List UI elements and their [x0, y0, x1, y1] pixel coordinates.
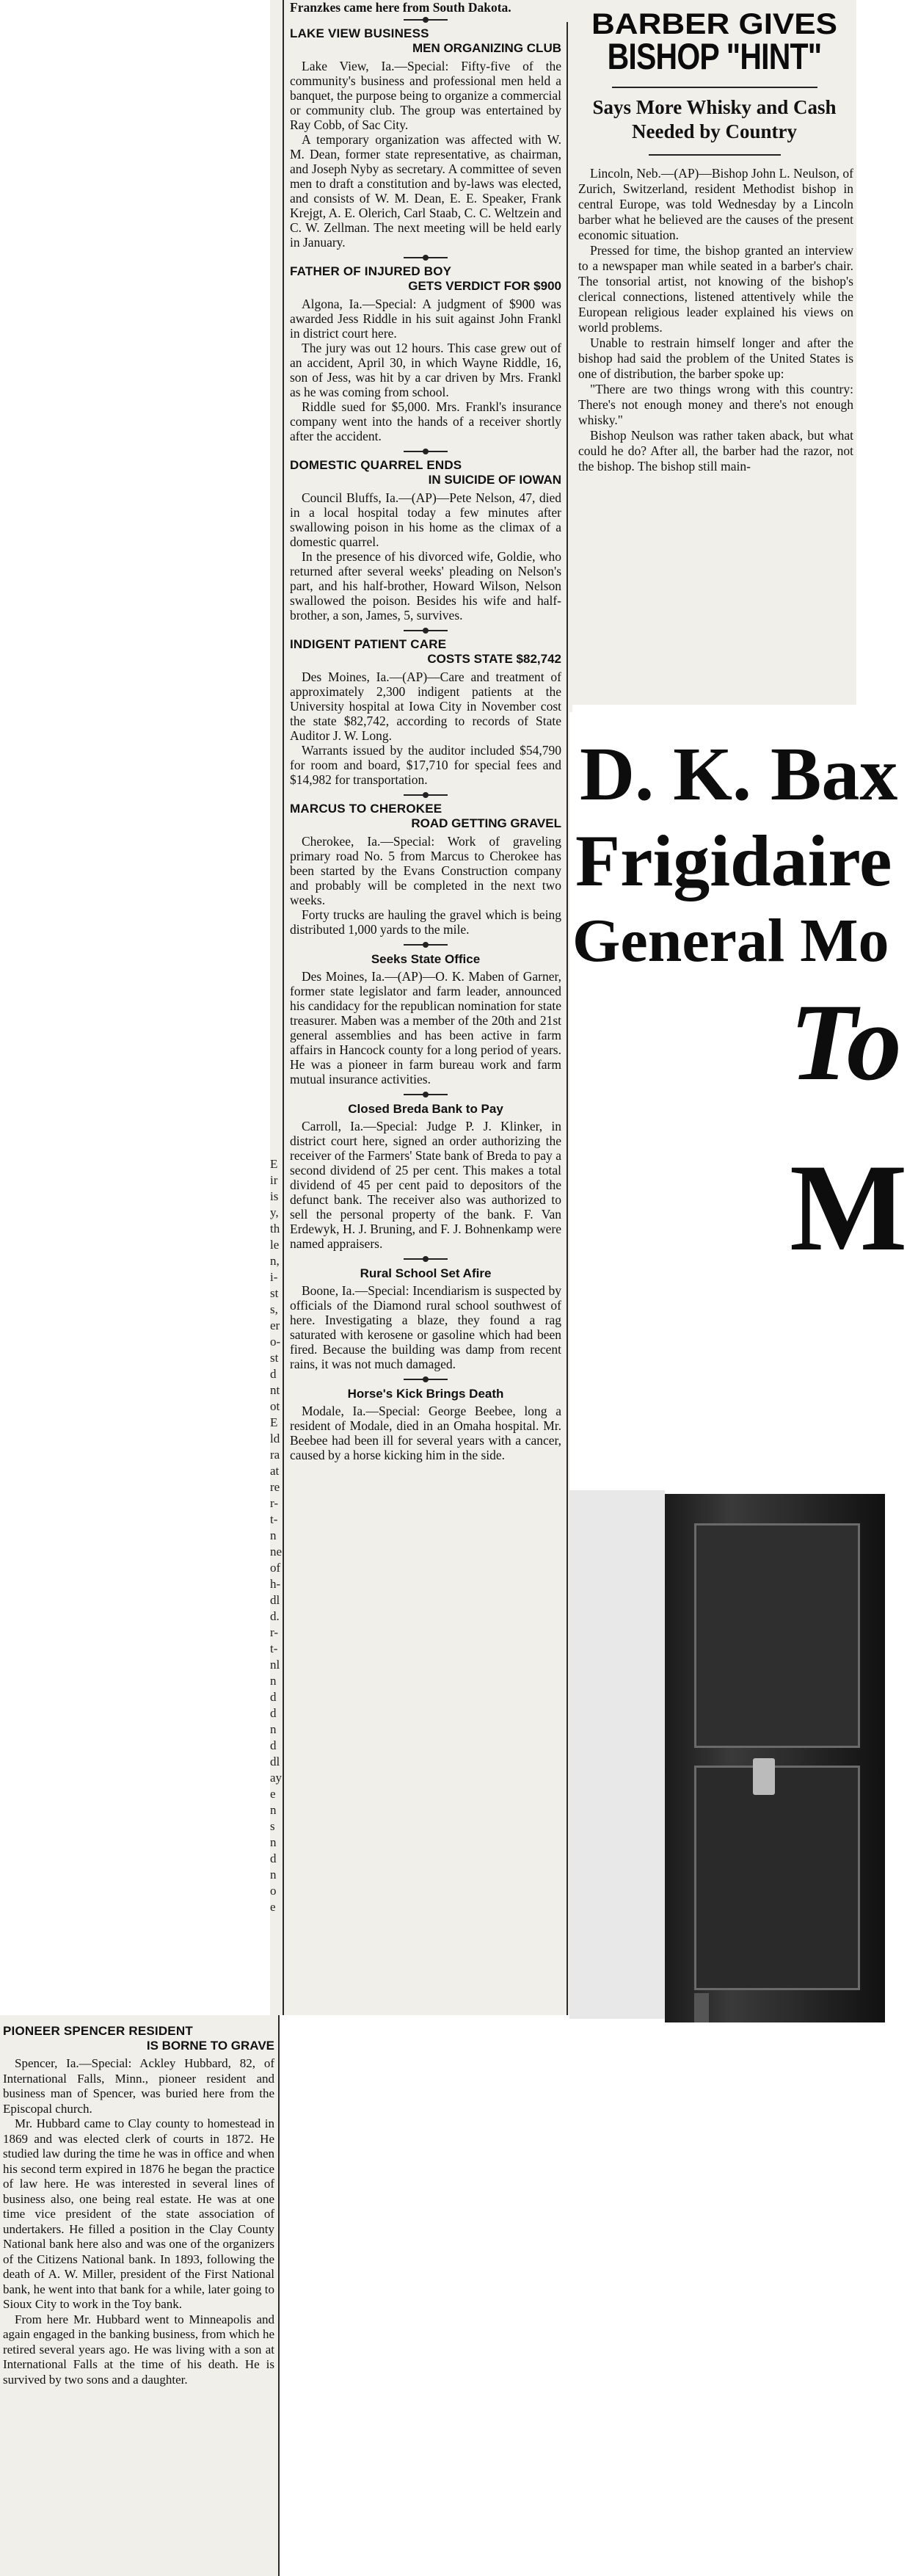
article-paragraph: Algona, Ia.—Special: A judgment of $900 was awarded Jess Riddle in his suit against John Frankl in district court here.	[290, 297, 561, 341]
article-paragraph: In the presence of his divorced wife, Goldie, who returned after several weeks' pleading on Nelson's part, and his half-brother, Howard Wilson, Nelson swallowed the poison. Besides his wife and half-brother, a son, James, 5, survives.	[290, 549, 561, 623]
article-divider	[404, 794, 448, 796]
margin-fragment: h-	[270, 1577, 281, 1591]
news-article	[290, 1101, 561, 1251]
margin-fragment: er	[270, 1318, 280, 1332]
news-article	[290, 1266, 561, 1371]
margin-fragment: th	[270, 1222, 280, 1236]
margin-fragment: r-	[270, 1625, 278, 1639]
story-headline-top-cut: BARBER GIVES	[591, 7, 837, 40]
margin-fragment: ne	[270, 1545, 283, 1559]
margin-fragment: d.	[270, 1609, 280, 1623]
ad-line-3: General Mo	[572, 907, 889, 975]
article-headline-line-1: MARCUS TO CHEROKEE	[290, 802, 442, 816]
article-divider	[404, 630, 448, 631]
article-divider	[404, 19, 448, 21]
story-paragraph: "There are two things wrong with this country: There's not enough money and there's not enough whisky."	[578, 382, 853, 427]
ad-line-4: To	[790, 982, 902, 1103]
margin-fragment: n	[270, 1868, 277, 1882]
story-deck: Says More Whisky and Cash Needed by Country	[592, 96, 837, 142]
cabinet-handle	[753, 1758, 775, 1795]
article-divider	[404, 1379, 448, 1380]
margin-fragment: E	[270, 1157, 278, 1171]
story-body	[572, 166, 856, 474]
article-headline-line-1: INDIGENT PATIENT CARE	[290, 637, 447, 651]
article-headline: Rural School Set Afire	[360, 1266, 492, 1280]
news-article	[290, 264, 561, 443]
article-headline-line-2: IS BORNE TO GRAVE	[146, 2039, 274, 2053]
margin-fragment: dl	[270, 1593, 280, 1607]
margin-fragment: e	[270, 1900, 276, 1914]
article-divider	[404, 1258, 448, 1260]
article-headline: Horse's Kick Brings Death	[347, 1387, 504, 1401]
margin-fragment: ot	[270, 1399, 280, 1413]
article-headline-line-1: PIONEER SPENCER RESIDENT	[3, 2024, 193, 2038]
margin-fragment: ra	[270, 1448, 280, 1462]
news-article	[290, 26, 561, 250]
center-news-column	[290, 0, 561, 1470]
margin-fragment: n,	[270, 1254, 280, 1268]
bottom-left-article	[3, 2024, 274, 2387]
margin-fragment: t-	[270, 1641, 278, 1655]
article-paragraph: Modale, Ia.—Special: George Beebee, long a resident of Modale, died in an Omaha hospital. Mr. Beebee had been ill for several years with a cancer, caused by a horse kicking him in the side.	[290, 1404, 561, 1462]
ad-line-5: M	[790, 1139, 907, 1277]
article-paragraph: Lake View, Ia.—Special: Fifty-five of the community's business and professional men held a banquet, the purpose being to organize a commercial or community club. The group was entertained by Ray Cobb, of Sac City.	[290, 59, 561, 132]
margin-fragment: s	[270, 1819, 275, 1833]
margin-fragment: t-	[270, 1512, 278, 1526]
margin-fragment: e	[270, 1787, 276, 1801]
margin-fragment: st	[270, 1351, 279, 1365]
article-headline: Closed Breda Bank to Pay	[348, 1102, 503, 1116]
article-paragraph: From here Mr. Hubbard went to Minneapolis and again engaged in the banking business, from which he retired several years ago. He was living with a son at International Falls at the time of his death. He is survived by two sons and a daughter.	[3, 2312, 274, 2387]
margin-fragment: ir	[270, 1173, 278, 1187]
news-article	[290, 802, 561, 937]
article-paragraph: Des Moines, Ia.—(AP)—O. K. Maben of Garner, former state legislator and farm leader, announced his candidacy for the republican nomination for state treasurer. Maben was a member of the 20th and 21st general assemblies and has been active in farm affairs in Hancock county for a long period of years. He was a pioneer in farm bureau work and farm mutual insurance activities.	[290, 969, 561, 1086]
margin-fragment: n	[270, 1674, 277, 1688]
margin-fragment: st	[270, 1286, 279, 1300]
news-article	[290, 1386, 561, 1462]
article-headline-line-2: MEN ORGANIZING CLUB	[412, 41, 561, 55]
margin-fragment: d	[270, 1851, 277, 1865]
cabinet-door-top	[694, 1523, 860, 1748]
ad-backdrop	[569, 1490, 665, 2019]
article-divider	[404, 451, 448, 452]
margin-fragment: at	[270, 1464, 280, 1478]
article-paragraph: Warrants issued by the auditor included $54,790 for room and board, $17,710 for special fees and $14,982 for transportation.	[290, 743, 561, 787]
column-rule-left	[283, 0, 284, 2015]
article-headline-line-1: DOMESTIC QUARREL ENDS	[290, 458, 462, 472]
story-paragraph: Unable to restrain himself longer and after the bishop had said the problem of the United States is one of distribution, the barber spoke up:	[578, 335, 853, 381]
margin-fragment: d	[270, 1690, 277, 1704]
margin-fragment: r-	[270, 1496, 278, 1510]
margin-fragment: d	[270, 1706, 277, 1720]
margin-fragment: ay	[270, 1771, 283, 1785]
story-paragraph: Pressed for time, the bishop granted an interview to a newspaper man while seated in a barber's chair. The tonsorial artist, not knowing of the bishop's clerical connections, listened attentively while the European religious leader explained his views on world problems.	[578, 243, 853, 335]
margin-fragment: d	[270, 1738, 277, 1752]
margin-fragment: o-	[270, 1335, 281, 1349]
margin-fragment: le	[270, 1238, 280, 1252]
article-divider	[404, 944, 448, 946]
cabinet-door-bottom	[694, 1766, 860, 1990]
margin-fragment: y,	[270, 1205, 279, 1219]
article-headline-line-2: ROAD GETTING GRAVEL	[411, 816, 561, 830]
article-divider	[404, 1094, 448, 1095]
article-fragment-top: Franzkes came here from South Dakota.	[290, 0, 511, 15]
ad-line-1: D. K. Bax	[580, 732, 898, 816]
article-paragraph: A temporary organization was affected with W. M. Dean, former state representative, as chairman, and Joseph Nyby as secretary. A committee of seven men to draft a constitution and by-laws was elected, and consists of W. M. Dean, E. E. Speaker, Frank Krejgt, A. E. Olerich, Carl Staab, C. C. Weltzein and C. W. Zellman. The next meeting will be held early in January.	[290, 132, 561, 250]
margin-fragment: n	[270, 1803, 277, 1817]
article-paragraph: Mr. Hubbard came to Clay county to homestead in 1869 and was elected clerk of courts in 1872. He studied law during the time he was in office and when his second term expired in 1876 he began the practice of law here. He was interested in several lines of business also, one being real estate. He was at one time vice president of the state association of undertakers. He filled a position in the Clay County National bank here also and was one of the organizers of the Citizens National bank. In 1893, following the death of A. W. Miller, president of the First National bank, he went into that bank for a while, later going to Sioux City to work in the Toy bank.	[3, 2116, 274, 2311]
article-paragraph: Spencer, Ia.—Special: Ackley Hubbard, 82, of International Falls, Minn., pioneer resident and business man of Spencer, was buried here from the Episcopal church.	[3, 2056, 274, 2116]
margin-fragment: ld	[270, 1432, 280, 1445]
margin-fragment: of	[270, 1561, 281, 1575]
news-article	[290, 951, 561, 1086]
margin-fragment: d	[270, 1367, 277, 1381]
advertisement	[569, 712, 907, 2015]
margin-fragment: o	[270, 1884, 277, 1898]
article-headline-line-1: LAKE VIEW BUSINESS	[290, 26, 429, 40]
article-paragraph: Boone, Ia.—Special: Incendiarism is suspected by officials of the Diamond rural school southwest of here. Investigating a blaze, they found a rag saturated with kerosene or gasoline which had been fired. Because the building was damp from recent rains, it was not much damaged.	[290, 1283, 561, 1371]
article-headline: Seeks State Office	[371, 952, 481, 966]
margin-fragment: dl	[270, 1755, 280, 1768]
article-headline-line-1: FATHER OF INJURED BOY	[290, 264, 452, 278]
refrigerator-image	[665, 1494, 885, 2022]
margin-fragment: is	[270, 1189, 279, 1203]
article-paragraph: Carroll, Ia.—Special: Judge P. J. Klinker, in district court here, signed an order authorizing the receiver of the Farmers' State bank of Breda to pay a second dividend of 25 per cent. This makes a total dividend of 45 per cent paid to depositors of the defunct bank. The receiver also was authorized to sell the personal property of the bank. F. Van Erdewyk, H. J. Bruning, and F. J. Bohnenkamp were named appraisers.	[290, 1119, 561, 1251]
story-paragraph: Bishop Neulson was rather taken aback, but what could he do? After all, the barber had the razor, not the bishop. The bishop still main-	[578, 428, 853, 474]
column-rule-bottom	[278, 2015, 280, 2576]
margin-fragment: E	[270, 1415, 278, 1429]
ad-line-2: Frigidaire	[575, 820, 892, 901]
article-headline-line-2: COSTS STATE $82,742	[427, 652, 561, 666]
story-paragraph: Lincoln, Neb.—(AP)—Bishop John L. Neulson, of Zurich, Switzerland, resident Methodist bishop in central Europe, was told Wednesday by a Lincoln barber what he believed are the causes of the present economic situation.	[578, 166, 853, 242]
article-paragraph: Council Bluffs, Ia.—(AP)—Pete Nelson, 47, died in a local hospital today a few minutes after swallowing poison in his home as the climax of a domestic quarrel.	[290, 490, 561, 549]
article-paragraph: The jury was out 12 hours. This case grew out of an accident, April 30, in which Wayne Riddle, 16, son of Jess, was hit by a car driven by Mrs. Frankl as he was coming from school.	[290, 341, 561, 399]
story-headline: BISHOP "HINT"	[607, 36, 822, 77]
margin-fragment: re	[270, 1480, 280, 1494]
margin-fragment: n	[270, 1835, 277, 1849]
news-article	[290, 637, 561, 787]
margin-fragment: nl	[270, 1658, 280, 1672]
cabinet-feet	[694, 1993, 709, 2022]
margin-fragment: nt	[270, 1383, 280, 1397]
article-headline-line-2: GETS VERDICT FOR $900	[408, 279, 561, 293]
article-paragraph: Riddle sued for $5,000. Mrs. Frankl's insurance company went into the hands of a receiver shortly after the accident.	[290, 399, 561, 443]
article-paragraph: Cherokee, Ia.—Special: Work of graveling primary road No. 5 from Marcus to Cherokee has been started by the Evans Construction company and probably will be completed in the next two weeks.	[290, 834, 561, 907]
barber-story	[572, 0, 856, 474]
margin-fragment: i-	[270, 1270, 278, 1284]
article-paragraph: Des Moines, Ia.—(AP)—Care and treatment of approximately 2,300 indigent patients at the University hospital at Iowa City in November cost the state $82,742, according to records of State Auditor J. W. Long.	[290, 670, 561, 743]
article-headline-line-2: IN SUICIDE OF IOWAN	[428, 473, 561, 487]
column-rule-right	[567, 22, 568, 2015]
article-paragraph: Forty trucks are hauling the gravel which is being distributed 1,000 yards to the mile.	[290, 907, 561, 937]
article-divider	[404, 257, 448, 258]
margin-fragment: s,	[270, 1302, 278, 1316]
news-article	[290, 458, 561, 623]
margin-fragment: n	[270, 1528, 277, 1542]
margin-fragment: n	[270, 1722, 277, 1736]
